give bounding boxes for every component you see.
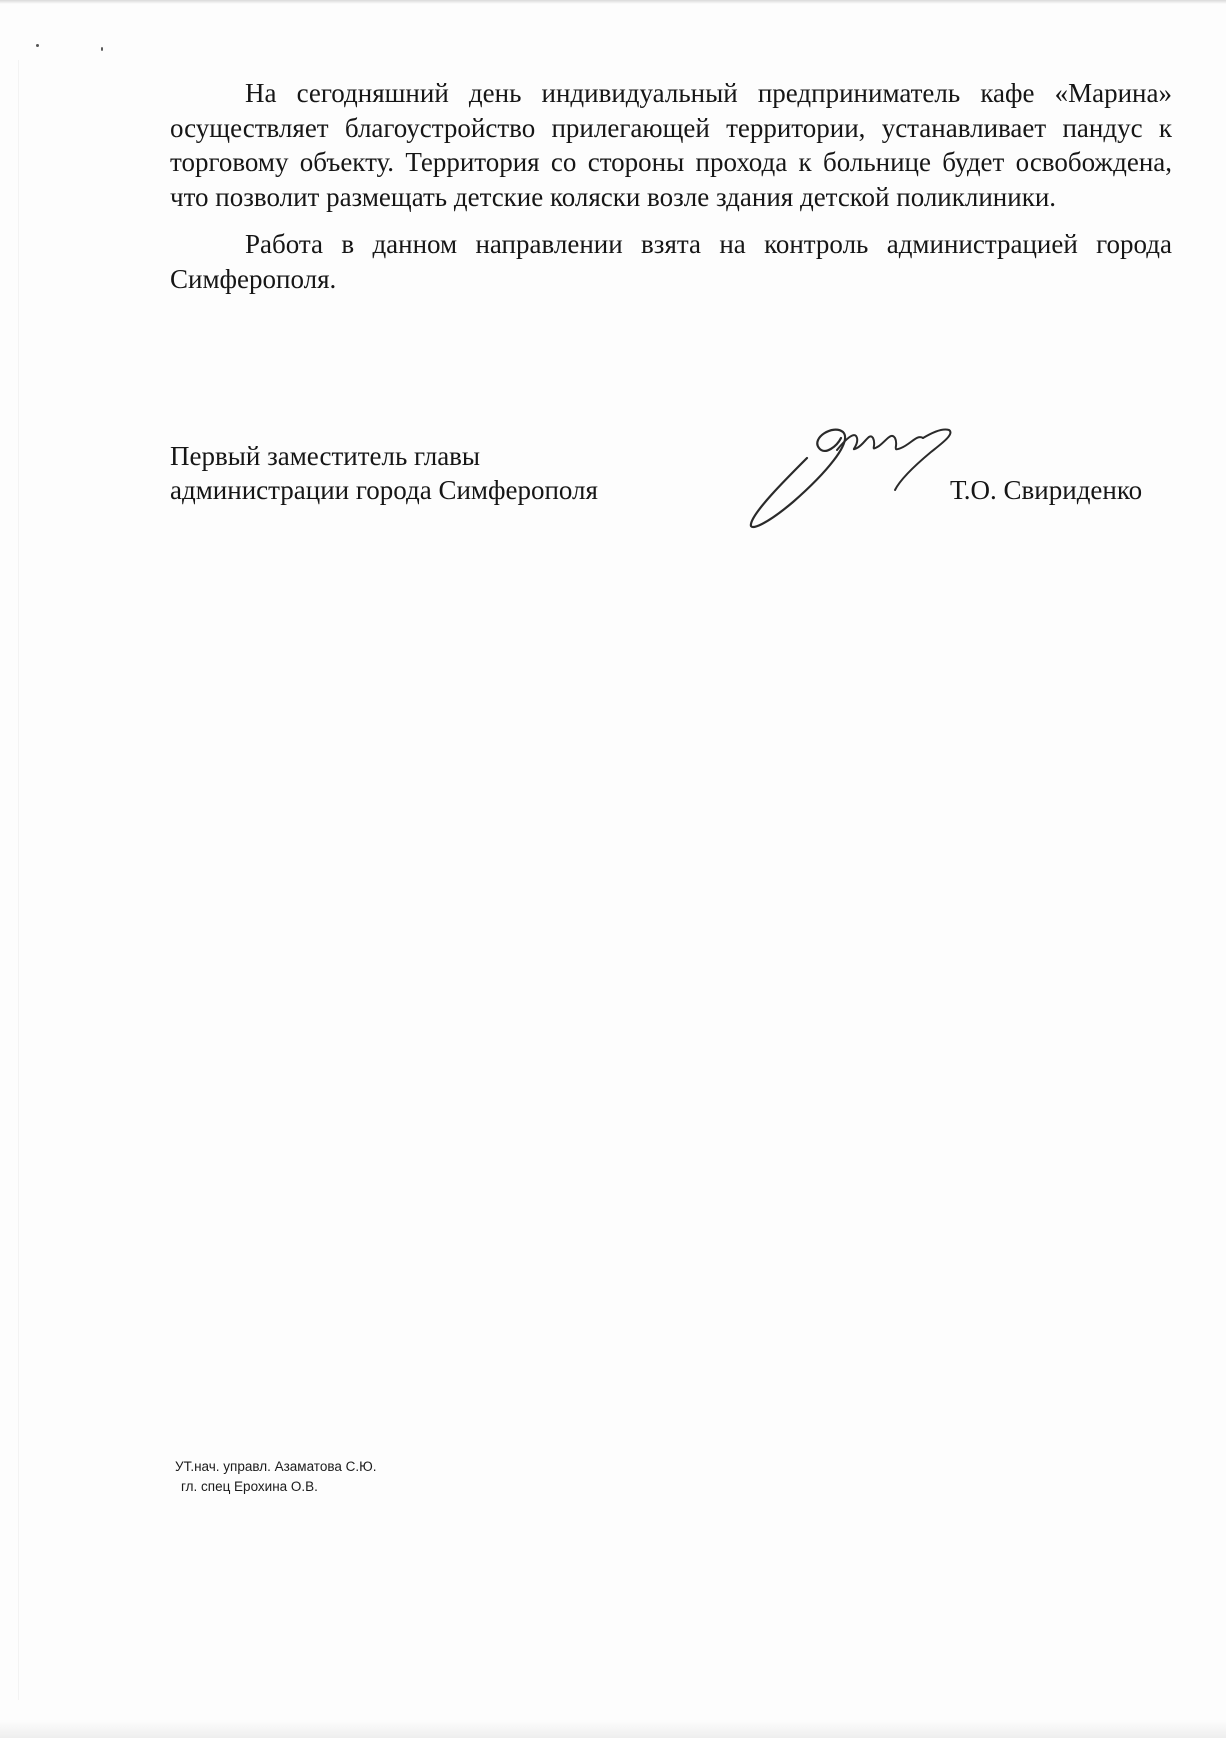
executor-notes	[175, 1457, 377, 1497]
letter-body	[170, 76, 1172, 309]
executor-line: УТ.нач. управл. Азаматова С.Ю.	[175, 1459, 377, 1474]
body-paragraph: Работа в данном направлении взята на контроль администрацией города Симферополя.	[170, 229, 1172, 294]
signatory-position-line: администрации города Симферополя	[170, 475, 598, 505]
signatory-position	[170, 439, 598, 507]
scan-edge-left	[18, 60, 19, 1700]
signatory-name: Т.О. Свириденко	[950, 475, 1143, 505]
scan-speck	[36, 44, 39, 47]
scan-speck	[101, 47, 103, 51]
handwritten-signature	[745, 420, 980, 535]
body-paragraph: На сегодняшний день индивидуальный предприниматель кафе «Марина» осуществляет благоустройство прилегающей территории, устанавливает пандус к торговому объекту. Территория со стороны прохода к больнице будет освобождена, что позволит размещать детские коляски возле здания детской поликлиники.	[170, 78, 1172, 212]
executor-line: гл. спец Ерохина О.В.	[181, 1479, 318, 1494]
scan-edge-top	[0, 0, 1226, 4]
scan-edge-bottom	[0, 1720, 1226, 1738]
signatory-position-line: Первый заместитель главы	[170, 441, 481, 471]
